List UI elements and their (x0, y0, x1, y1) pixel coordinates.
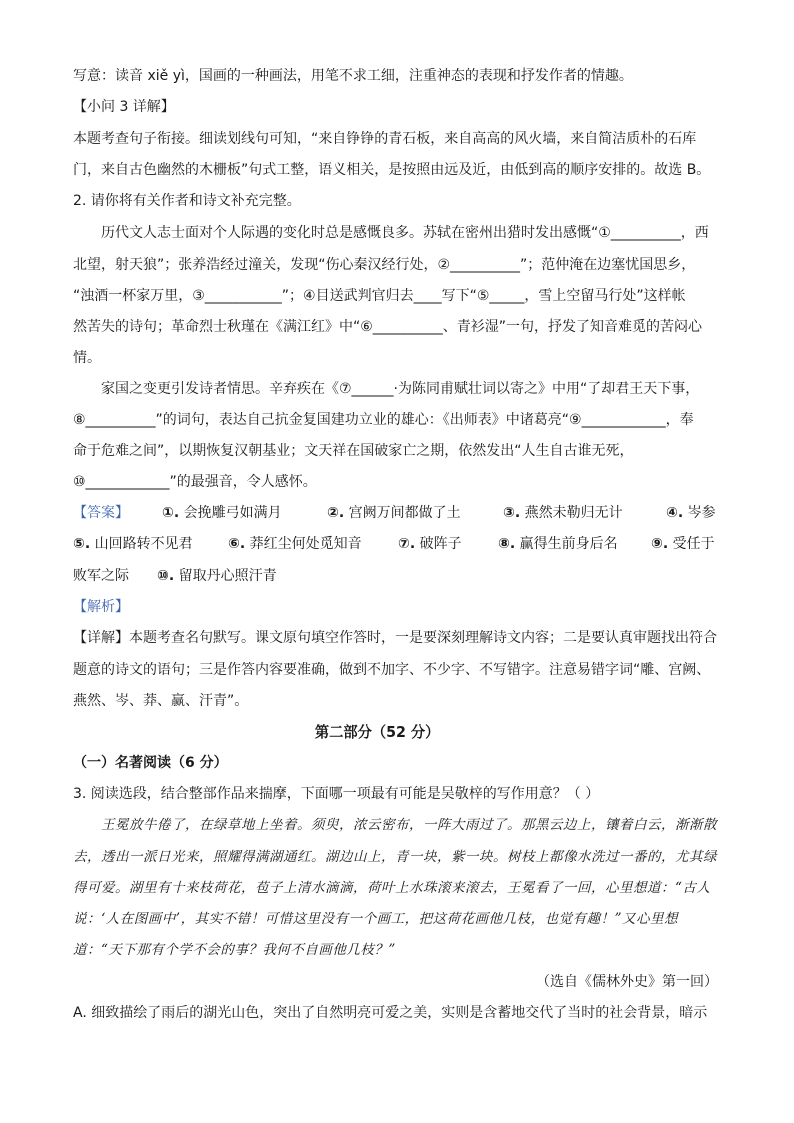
answer-item (73, 566, 129, 586)
answer-item (398, 534, 462, 554)
answer-text: 莽红尘何处觅知音 (249, 536, 362, 552)
paragraph-line: 本题考查句子衔接。细读划线句可知，“来自铮铮的青石板，来自高高的风火墙，来自简洁质朴的石库 (73, 131, 697, 147)
paragraph-line: 【详解】本题考查名句默写。课文原句填空作答时，一是要深刻理解诗文内容；二是要认真审题找出符合 (73, 630, 717, 646)
question-3-prompt: 3. 阅读选段，结合整部作品来揣摩，下面哪一项最有可能是吴敬梓的写作用意？（ ） (73, 786, 600, 802)
answer-item (666, 503, 716, 523)
answer-item (327, 503, 461, 523)
analysis-label: 【解析】 (73, 599, 129, 615)
subsection-title: （一）名著阅读（6 分） (73, 755, 228, 771)
paragraph-line: 历代文人志士面对个人际遇的变化时总是感慨良多。苏轼在密州出猎时发出感慨“①__________，西 (101, 225, 709, 241)
section-title: 第二部分（52 分） (314, 723, 440, 741)
answer-item (498, 534, 618, 554)
sub-question-header: 【小问 3 详解】 (73, 99, 175, 115)
excerpt-source: （选自《儒林外史》第一回） (536, 974, 718, 990)
paragraph-line: 命于危难之间”，以期恢复汉朝基业；文天祥在国破家亡之期，依然发出“人生自古谁无死， (73, 443, 634, 459)
paragraph-line: 门，来自古色幽然的木栅板”句式工整，语义相关，是按照由远及近，由低到高的顺序安排的。故选 B。 (73, 162, 711, 178)
paragraph-line: 燕然、岑、莽、赢、汗青”。 (73, 693, 249, 709)
paragraph-line: 写意：读音 xiě yì，国画的一种画法，用笔不求工细，注重神态的表现和抒发作者的情趣。 (73, 68, 633, 84)
answer-item (651, 534, 715, 554)
answer-item (157, 566, 277, 586)
answer-text: 岑参 (687, 505, 716, 521)
answer-item (162, 503, 282, 523)
answer-text: 破阵子 (419, 536, 462, 552)
answer-num: ⑨. (651, 536, 669, 552)
answer-item (228, 534, 362, 554)
paragraph-line: 北望，射天狼”；张养浩经过潼关，发现“伤心秦汉经行处，②__________”；范仲淹在边塞忧国思乡， (73, 257, 696, 273)
answer-num: ⑤. (73, 536, 91, 552)
excerpt-line: 王冕放牛倦了，在绿草地上坐着。须臾，浓云密布，一阵大雨过了。那黑云边上，镶着白云，渐渐散 (101, 817, 717, 833)
answer-item (73, 534, 193, 554)
excerpt-line: 去，透出一派日光来，照耀得满湖通红。湖边山上，青一块，紫一块。树枝上都像水洗过一番的，尤其绿 (73, 849, 717, 865)
answer-num: ②. (327, 505, 345, 521)
answer-text: 败军之际 (73, 568, 129, 584)
paragraph-line: ⑧__________”的词句，表达自己抗金复国建功立业的雄心：《出师表》中诸葛亮“⑨____________，奉 (73, 412, 694, 428)
excerpt-line: 得可爱。湖里有十来枝荷花，苞子上清水滴滴，荷叶上水珠滚来滚去，王冕看了一回，心里想道：“古人 (73, 880, 711, 896)
answer-text: 宫阙万间都做了土 (348, 505, 461, 521)
excerpt-line: 说：‘人在图画中’，其实不错！可惜这里没有一个画工，把这荷花画他几枝，也觉有趣！”又心里想 (73, 911, 678, 927)
answer-num: ⑦. (398, 536, 416, 552)
answer-text: 留取丹心照汗青 (178, 568, 277, 584)
answer-text: 山回路转不见君 (94, 536, 193, 552)
paragraph-line: 家国之变更引发诗者情思。辛弃疾在《⑦______·为陈同甫赋壮词以寄之》中用“了却君王天下事， (101, 381, 700, 397)
answer-text: 燕然未勒归无计 (524, 505, 623, 521)
answer-num: ⑧. (498, 536, 516, 552)
answer-num: ①. (162, 505, 180, 521)
answer-text: 赢得生前身后名 (519, 536, 618, 552)
answer-num: ③. (503, 505, 521, 521)
paragraph-line: 情。 (73, 350, 101, 366)
answer-text: 会挽雕弓如满月 (183, 505, 282, 521)
answer-num: ④. (666, 505, 684, 521)
option-a: A. 细致描绘了雨后的湖光山色，突出了自然明亮可爱之美，实则是含蓄地交代了当时的社会背景，暗示 (73, 1005, 708, 1021)
question-2-prompt: 2. 请你将有关作者和诗文补充完整。 (73, 193, 301, 209)
answer-num: ⑩. (157, 568, 175, 584)
excerpt-line: 道：“天下那有个学不会的事？我何不自画他几枝？” (73, 942, 396, 958)
paragraph-line: ⑩____________”的最强音，令人感怀。 (73, 474, 317, 490)
paragraph-line: 然苦失的诗句；革命烈士秋瑾在《满江红》中“⑥__________、青衫湿”一句，抒发了知音难觅的苦闷心 (73, 319, 703, 335)
answer-num: ⑥. (228, 536, 246, 552)
answer-label: 【答案】 (73, 505, 129, 521)
paragraph-line: “浊酒一杯家万里，③___________”；④目送武判官归去____写下“⑤_____，雪上空留马行处”这样帐 (73, 288, 686, 304)
paragraph-line: 题意的诗文的语句；三是作答内容要准确，做到不加字、不少字、不写错字。注意易错字词“雕、宫阙、 (73, 662, 711, 678)
answer-item (503, 503, 623, 523)
answer-text: 受任于 (672, 536, 715, 552)
